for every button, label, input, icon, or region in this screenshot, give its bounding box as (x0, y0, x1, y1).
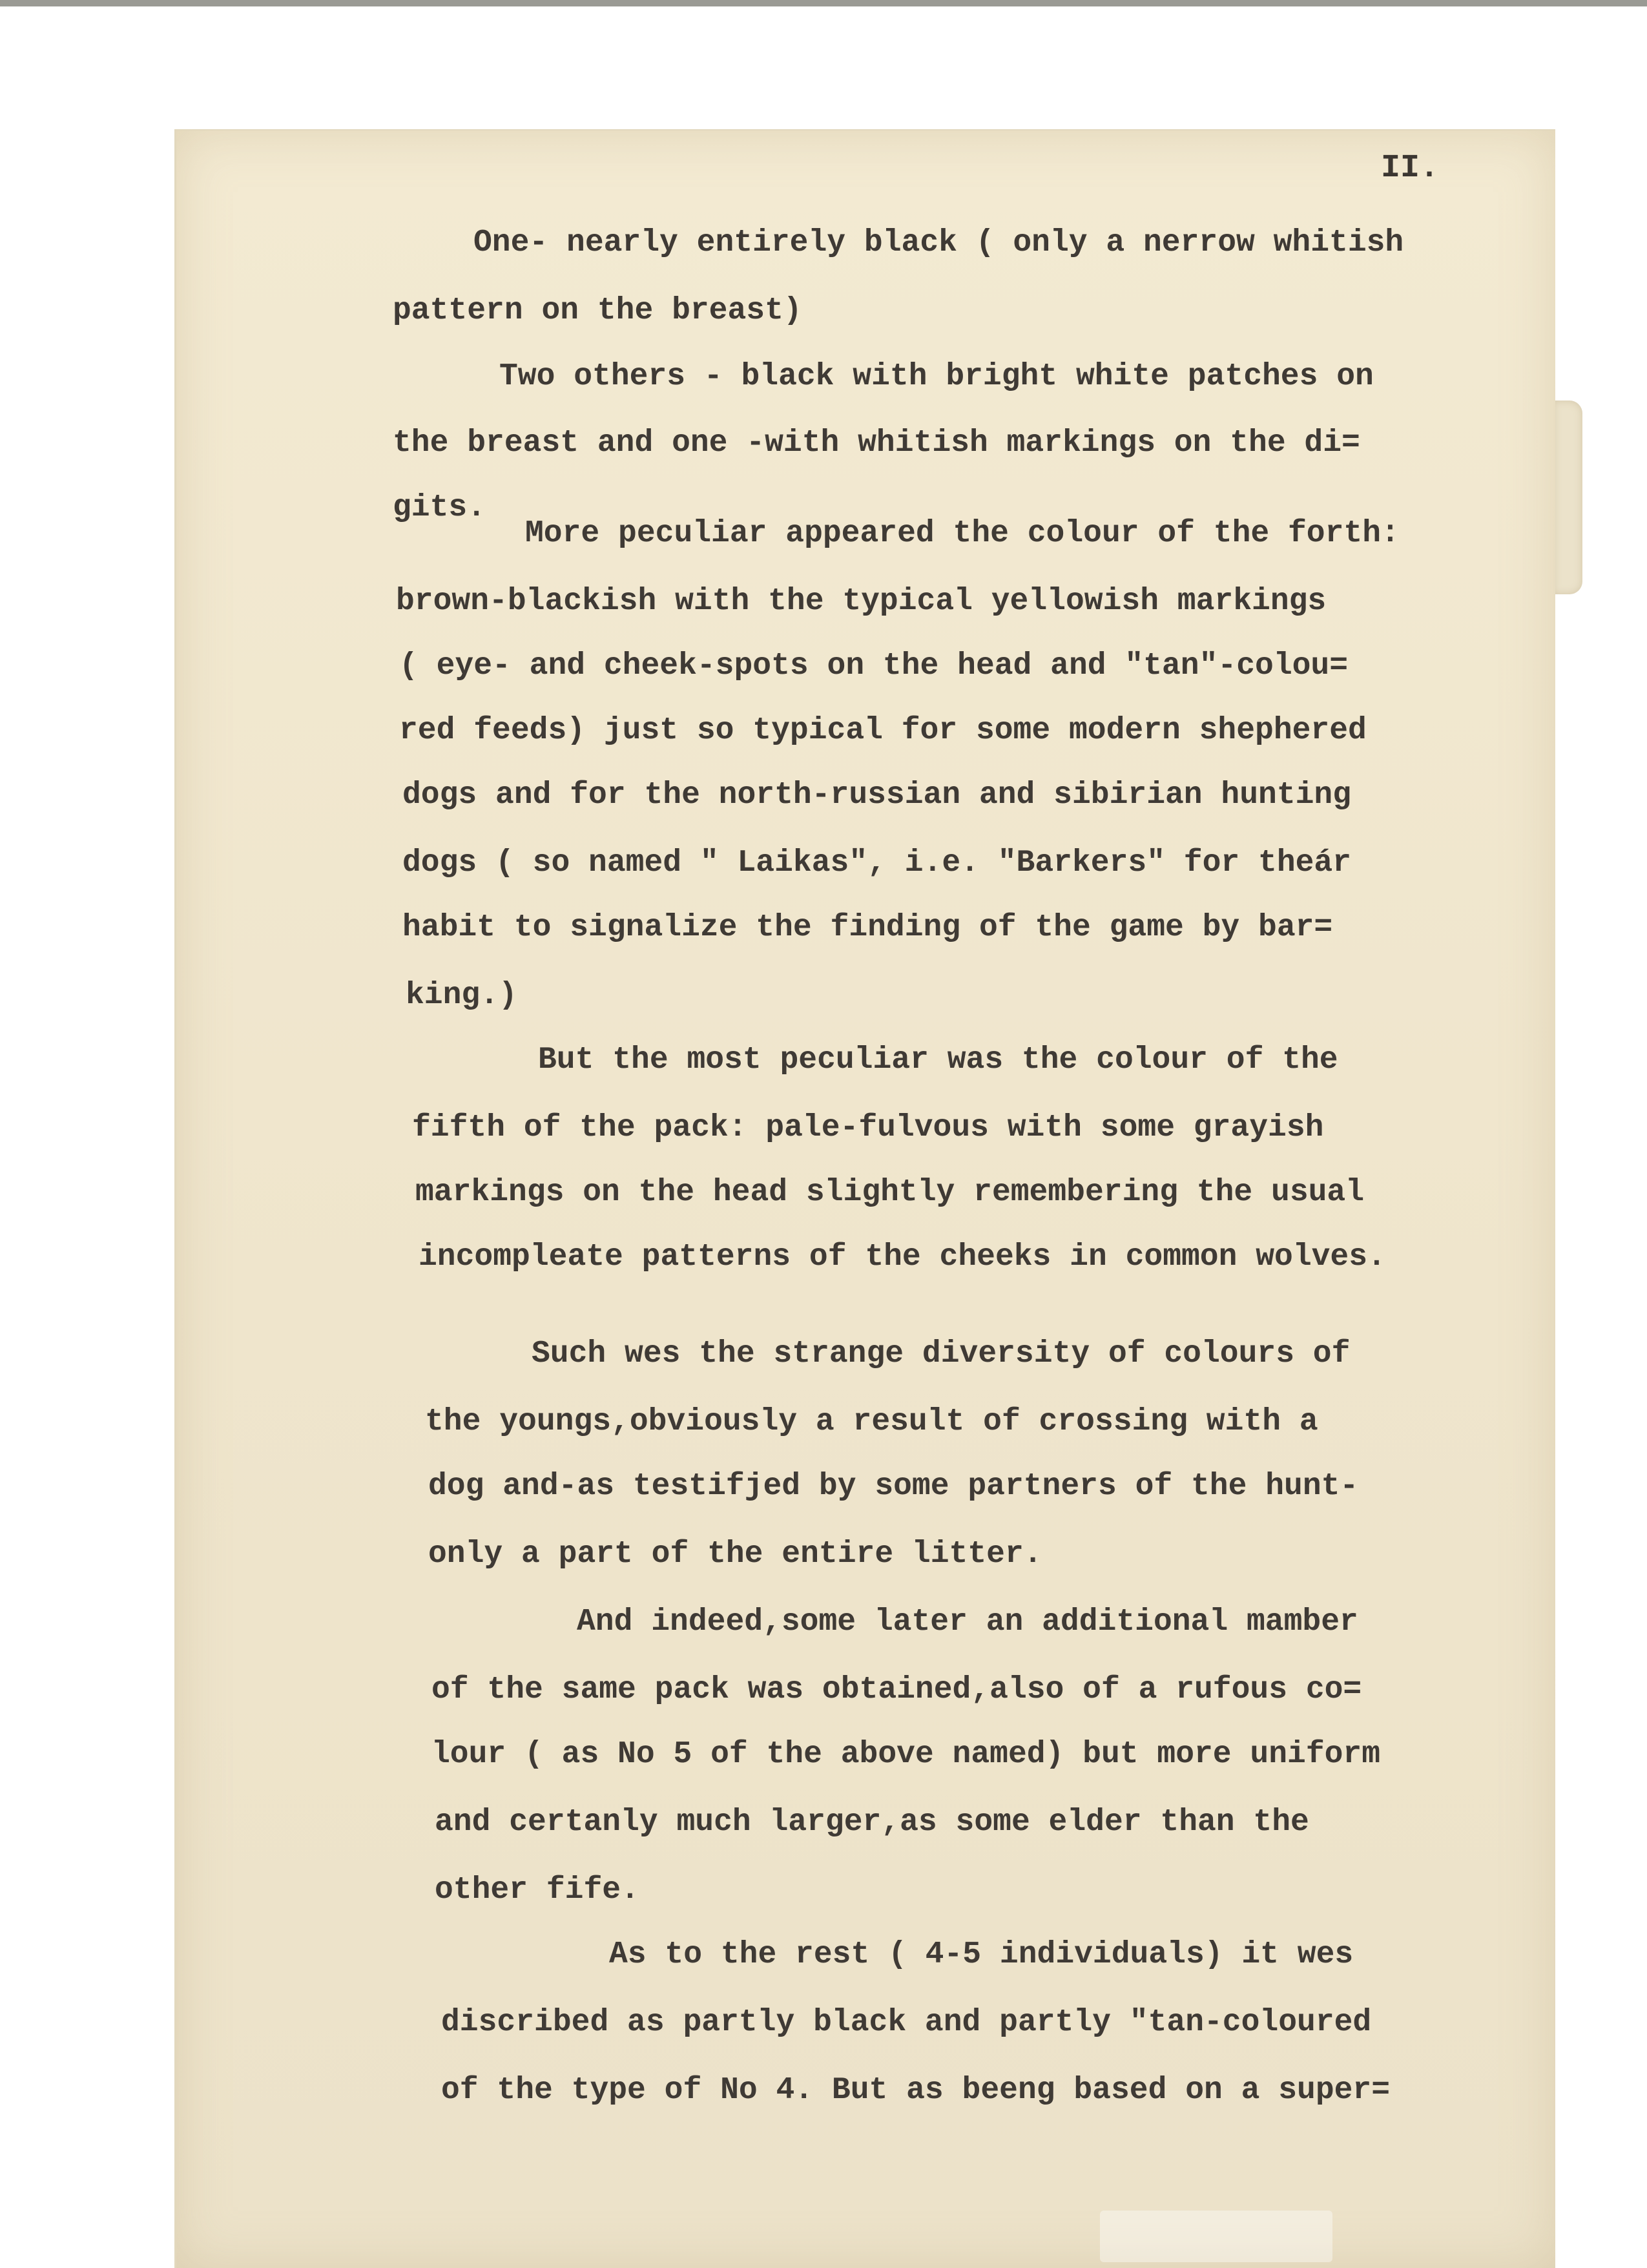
text-line: And indeed,some later an additional mamber (577, 1605, 1358, 1639)
text-line: fifth of the pack: pale-fulvous with some grayish (412, 1110, 1324, 1145)
paper-fold (1553, 401, 1582, 594)
text-line: the youngs,obviously a result of crossing with a (425, 1404, 1318, 1439)
text-line: dog and-as testifjed by some partners of the hunt- (428, 1469, 1359, 1504)
text-line: gits. (393, 490, 486, 525)
typed-page (174, 129, 1555, 2268)
text-line: of the same pack was obtained,also of a rufous co= (431, 1672, 1362, 1707)
text-line: ( eye- and cheek-spots on the head and "tan"-colou= (399, 649, 1349, 683)
text-line: lour ( as No 5 of the above named) but more uniform (431, 1737, 1381, 1772)
text-line: the breast and one -with whitish markings on the di= (393, 426, 1360, 461)
page-number: II. (1381, 150, 1440, 187)
text-line: dogs ( so named " Laikas", i.e. "Barkers" for theár (402, 846, 1352, 880)
text-line: As to the rest ( 4-5 individuals) it wes (609, 1937, 1354, 1972)
text-line: discribed as partly black and partly "tan-coloured (441, 2005, 1372, 2040)
text-line: One- nearly entirely black ( only a nerrow whitish (473, 225, 1404, 260)
text-line: brown-blackish with the typical yellowish markings (396, 584, 1327, 619)
text-line: other fife. (435, 1873, 639, 1908)
text-line: More peculiar appeared the colour of the forth: (525, 516, 1400, 551)
text-line: red feeds) just so typical for some modern shephered (399, 713, 1367, 748)
text-line: and certanly much larger,as some elder than the (435, 1805, 1309, 1840)
faded-stamp (1100, 2211, 1332, 2262)
text-line: Such wes the strange diversity of colours of (532, 1337, 1351, 1371)
text-line: pattern on the breast) (393, 293, 802, 328)
text-line: habit to signalize the finding of the game by bar= (402, 910, 1333, 945)
text-line: Two others - black with bright white patches on (499, 359, 1374, 394)
text-line: king.) (406, 978, 517, 1013)
text-line: But the most peculiar was the colour of the (538, 1043, 1338, 1077)
text-line: dogs and for the north-russian and sibirian hunting (402, 778, 1352, 813)
text-line: of the type of No 4. But as beeng based on a super= (441, 2073, 1391, 2108)
text-line: markings on the head slightly remembering the usual (415, 1175, 1365, 1210)
text-line: incompleate patterns of the cheeks in common wolves. (419, 1240, 1386, 1274)
scan-edge (0, 0, 1647, 6)
text-line: only a part of the entire litter. (428, 1537, 1042, 1572)
